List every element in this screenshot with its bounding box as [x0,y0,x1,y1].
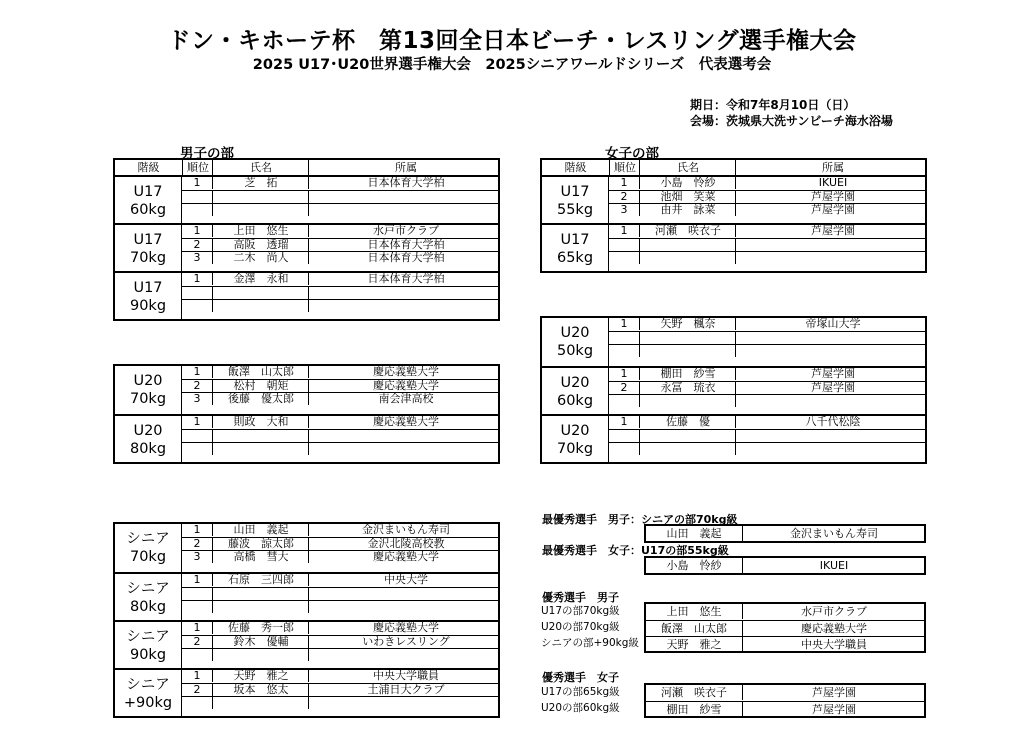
award-affiliation: 芦屋学園 [742,702,925,717]
weight-class-kg: 70kg [129,549,167,565]
header-rank: 順位 [609,160,640,175]
athlete-name: 鈴木 優輔 [212,636,309,648]
award-athlete-name: 上田 悠生 [666,605,722,618]
rank-cell: 2 [620,381,628,394]
weight-class-label [115,225,182,273]
result-row [609,177,925,190]
athlete-name: 池畑 笑菜 [639,191,736,203]
result-row [182,203,498,216]
result-row [609,429,925,442]
athlete-name: 飯澤 山太郎 [212,366,309,378]
affiliation: 芦屋学園 [735,382,930,394]
weight-class-block [542,414,925,464]
result-row [182,177,498,190]
result-row [182,429,498,442]
athlete-name: 山田 義起 [212,524,309,536]
rank-cell: 1 [620,367,628,380]
affiliation: 慶応義塾大学 [308,551,503,563]
header-weight-class: 階級 [137,161,160,174]
athlete-name [212,601,309,613]
award-category: U20の部70kg級 [541,621,620,633]
excellent-men-box [644,602,926,653]
result-row [609,442,925,455]
affiliation: 芦屋学園 [735,225,930,237]
affiliation: 日本体育大学柏 [308,177,503,189]
award-athlete-name: 飯澤 山太郎 [661,622,727,635]
affiliation [308,601,503,613]
award-category: U17の部65kg級 [541,686,620,698]
affiliation: 芦屋学園 [735,191,930,203]
athlete-name [212,443,309,455]
result-row [182,635,498,648]
athlete-name [212,204,309,216]
athlete-name: 棚田 紗雪 [639,368,736,380]
rank-cell: 1 [193,523,201,536]
table-header-row [542,160,925,176]
result-row [609,251,925,264]
weight-class-group: U17 [560,232,590,248]
rank-cell [609,443,639,455]
weight-class-block [542,223,925,273]
athlete-name: 永冨 琉衣 [639,382,736,394]
affiliation [308,649,503,661]
men-section-heading: 男子の部 [180,146,234,162]
result-row [182,366,498,379]
weight-class-group: U17 [133,232,163,248]
athlete-name [212,191,309,203]
weight-class-block [115,175,498,225]
athlete-name [212,287,309,299]
weight-class-block [115,620,498,670]
result-row [182,524,498,537]
athlete-name: 石原 三四郎 [212,574,309,586]
rank-cell [609,345,639,357]
athlete-name: 二木 尚人 [212,252,309,264]
result-row [609,416,925,429]
athlete-name: 小島 怜紗 [639,177,736,189]
result-row [182,238,498,251]
page-subtitle: 2025 U17･U20世界選手権大会 2025シニアワールドシリーズ 代表選考会 [252,57,772,73]
rank-cell: 1 [193,669,201,682]
result-row [609,238,925,251]
result-row [182,600,498,613]
weight-class-block [115,668,498,718]
weight-class-label [115,177,182,225]
award-athlete-name: 小島 怜紗 [666,559,722,572]
rank-cell: 1 [193,272,201,285]
weight-class-label [542,368,609,416]
weight-class-label [115,574,182,622]
result-row [182,273,498,286]
result-row [182,286,498,299]
rank-cell: 3 [193,392,201,405]
athlete-name: 河瀬 咲衣子 [639,225,736,237]
rank-cell [609,332,639,344]
athlete-name [639,430,736,442]
affiliation [308,697,503,709]
award-category: U20の部60kg級 [541,702,620,714]
weight-class-label [115,416,182,464]
weight-class-group: U20 [133,423,163,439]
rank-cell [182,300,212,312]
award-athlete-name: 天野 雅之 [666,638,722,651]
award-row [646,558,924,573]
award-row [646,701,924,717]
athlete-name: 天野 雅之 [212,670,309,682]
affiliation [735,430,930,442]
weight-class-kg: 90kg [129,647,167,663]
men-results-table [113,364,500,464]
weight-class-group: U20 [560,375,590,391]
result-row [182,574,498,587]
weight-class-block [542,366,925,416]
affiliation [735,443,930,455]
athlete-name: 後藤 優太郎 [212,393,309,405]
athlete-name: 佐藤 優 [639,416,736,428]
weight-class-kg: +90kg [123,695,173,711]
award-category: シニアの部+90kg級 [541,637,639,649]
award-affiliation: 慶応義塾大学 [742,621,925,636]
athlete-name [212,430,309,442]
rank-cell [609,430,639,442]
rank-cell: 2 [193,379,201,392]
affiliation [735,395,930,407]
affiliation: 慶応義塾大学 [308,366,503,378]
rank-cell [182,430,212,442]
rank-cell [182,697,212,709]
athlete-name: 佐藤 秀一郎 [212,622,309,634]
athlete-name: 坂本 悠太 [212,684,309,696]
rank-cell: 3 [620,203,628,216]
award-affiliation: IKUEI [742,558,925,573]
weight-class-label [115,366,182,414]
result-row [182,670,498,683]
weight-class-group: シニア [126,677,170,693]
rank-cell: 2 [193,537,201,550]
athlete-name [639,239,736,251]
result-row [182,299,498,312]
weight-class-label [115,670,182,718]
result-row [609,381,925,394]
affiliation: 中央大学 [308,574,503,586]
rank-cell: 3 [193,251,201,264]
award-athlete-name: 棚田 紗雪 [666,703,722,716]
rank-cell [609,239,639,251]
award-row [646,620,924,636]
excellent-men-label: 優秀選手 男子 [542,591,619,604]
award-affiliation: 金沢まいもん寿司 [742,526,925,541]
weight-class-label [542,177,609,225]
weight-class-label [115,524,182,572]
weight-class-kg: 70kg [129,250,167,266]
result-row [182,379,498,392]
affiliation [308,588,503,600]
affiliation: 金沢まいもん寿司 [308,524,503,536]
weight-class-group: U17 [133,280,163,296]
affiliation: 芦屋学園 [735,368,930,380]
weight-class-group: シニア [126,581,170,597]
weight-class-block [115,414,498,464]
rank-cell [609,252,639,264]
result-row [182,225,498,238]
award-row [646,685,924,700]
athlete-name: 松村 朝矩 [212,380,309,392]
athlete-name [212,697,309,709]
award-category: U17の部70kg級 [541,605,620,617]
excellent-women-label: 優秀選手 女子 [542,671,619,684]
event-date: 期日：令和7年8月10日（日） [690,98,856,112]
result-row [182,251,498,264]
mvp-women-box [644,556,926,575]
athlete-name: 上田 悠生 [212,225,309,237]
athlete-name [212,300,309,312]
rank-cell: 2 [193,635,201,648]
award-row [646,604,924,619]
award-affiliation: 水戸市クラブ [742,604,925,619]
header-affiliation: 所属 [308,160,503,175]
mvp-men-box [644,524,926,543]
rank-cell: 1 [620,176,628,189]
result-row [182,392,498,405]
rank-cell [182,588,212,600]
result-row [182,683,498,696]
affiliation: 日本体育大学柏 [308,239,503,251]
weight-class-kg: 70kg [129,391,167,407]
athlete-name [212,588,309,600]
weight-class-group: U20 [560,423,590,439]
weight-class-block [115,524,498,572]
weight-class-kg: 60kg [129,202,167,218]
weight-class-block [115,572,498,622]
result-row [609,225,925,238]
rank-cell [182,287,212,299]
athlete-name [212,649,309,661]
page-title: ドン・キホーテ杯 第13回全日本ビーチ・レスリング選手権大会 [167,28,857,54]
athlete-name: 金澤 永和 [212,273,309,285]
weight-class-label [542,225,609,273]
award-athlete-name: 山田 義起 [666,527,722,540]
weight-class-group: U17 [133,184,163,200]
women-section-heading: 女子の部 [605,146,659,162]
weight-class-kg: 80kg [129,441,167,457]
event-venue: 会場：茨城県大洗サンビーチ海水浴場 [690,114,893,128]
weight-class-block [115,366,498,414]
result-row [182,696,498,709]
rank-cell: 1 [193,224,201,237]
women-results-table [540,316,927,464]
weight-class-kg: 50kg [556,343,594,359]
affiliation: 水戸市クラブ [308,225,503,237]
rank-cell: 1 [193,365,201,378]
affiliation [735,239,930,251]
weight-class-block [542,318,925,366]
award-row [646,526,924,541]
athlete-name [639,252,736,264]
mvp-women-label: 最優秀選手 女子：U17の部55kg級 [542,544,729,557]
header-affiliation: 所属 [735,160,930,175]
affiliation: 慶応義塾大学 [308,380,503,392]
women-results-table [540,158,927,273]
men-results-table [113,522,500,718]
result-row [609,394,925,407]
affiliation: 帝塚山大学 [735,318,930,330]
rank-cell: 1 [193,415,201,428]
result-row [182,587,498,600]
weight-class-kg: 60kg [556,393,594,409]
athlete-name [639,332,736,344]
affiliation: 日本体育大学柏 [308,273,503,285]
affiliation: いわきレスリング [308,636,503,648]
result-row [609,318,925,331]
award-affiliation: 中央大学職員 [742,637,925,652]
award-athlete-name: 河瀬 咲衣子 [661,686,727,699]
rank-cell [609,395,639,407]
result-row [609,331,925,344]
athlete-name: 藤波 諒太郎 [212,538,309,550]
result-row [182,442,498,455]
athlete-name: 高阪 透瑠 [212,239,309,251]
weight-class-block [115,271,498,321]
excellent-women-box [644,683,926,718]
weight-class-group: U17 [560,184,590,200]
rank-cell [182,204,212,216]
header-name: 氏名 [639,160,736,175]
affiliation: 芦屋学園 [735,204,930,216]
affiliation [308,204,503,216]
affiliation [735,332,930,344]
award-affiliation: 芦屋学園 [742,685,925,700]
result-row [609,203,925,216]
athlete-name: 由井 詠菜 [639,204,736,216]
result-row [182,537,498,550]
rank-cell: 1 [193,621,201,634]
weight-class-label [115,622,182,670]
affiliation [308,191,503,203]
rank-cell [182,649,212,661]
award-row [646,636,924,652]
affiliation: 土浦日大クラブ [308,684,503,696]
affiliation: 慶応義塾大学 [308,622,503,634]
affiliation: 八千代松陰 [735,416,930,428]
rank-cell: 2 [193,683,201,696]
affiliation [308,287,503,299]
weight-class-group: U20 [133,373,163,389]
rank-cell [182,191,212,203]
weight-class-kg: 70kg [556,441,594,457]
athlete-name: 則政 大和 [212,416,309,428]
weight-class-block [542,175,925,225]
athlete-name: 高橋 彗大 [212,551,309,563]
result-row [609,190,925,203]
weight-class-group: シニア [126,629,170,645]
weight-class-kg: 55kg [556,202,594,218]
affiliation [308,300,503,312]
header-name: 氏名 [212,160,309,175]
result-row [182,190,498,203]
affiliation: 慶応義塾大学 [308,416,503,428]
result-row [182,550,498,563]
affiliation: 日本体育大学柏 [308,252,503,264]
header-weight-class: 階級 [564,161,587,174]
athlete-name [639,395,736,407]
weight-class-label [115,273,182,321]
weight-class-kg: 90kg [129,298,167,314]
weight-class-block [115,223,498,273]
affiliation: 中央大学職員 [308,670,503,682]
affiliation [735,252,930,264]
rank-cell [182,601,212,613]
table-header-row [115,160,498,176]
rank-cell: 1 [193,176,201,189]
affiliation: 金沢北陵高校教 [308,538,503,550]
result-row [609,368,925,381]
affiliation [308,443,503,455]
rank-cell [182,443,212,455]
affiliation: 南会津高校 [308,393,503,405]
weight-class-label [542,318,609,366]
rank-cell: 1 [193,573,201,586]
weight-class-kg: 65kg [556,250,594,266]
result-row [182,416,498,429]
rank-cell: 2 [620,190,628,203]
rank-cell: 1 [620,224,628,237]
result-row [182,622,498,635]
rank-cell: 1 [620,415,628,428]
athlete-name [639,345,736,357]
athlete-name: 矢野 楓奈 [639,318,736,330]
weight-class-label [542,416,609,464]
athlete-name [639,443,736,455]
rank-cell: 2 [193,238,201,251]
affiliation: IKUEI [735,177,930,189]
result-row [609,344,925,357]
rank-cell: 1 [620,317,628,330]
athlete-name: 芝 拓 [212,177,309,189]
rank-cell: 3 [193,550,201,563]
mvp-men-label: 最優秀選手 男子：シニアの部70kg級 [542,513,738,526]
affiliation [735,345,930,357]
weight-class-kg: 80kg [129,599,167,615]
header-rank: 順位 [182,160,213,175]
affiliation [308,430,503,442]
weight-class-group: シニア [126,531,170,547]
result-row [182,648,498,661]
men-results-table [113,158,500,321]
weight-class-group: U20 [560,325,590,341]
